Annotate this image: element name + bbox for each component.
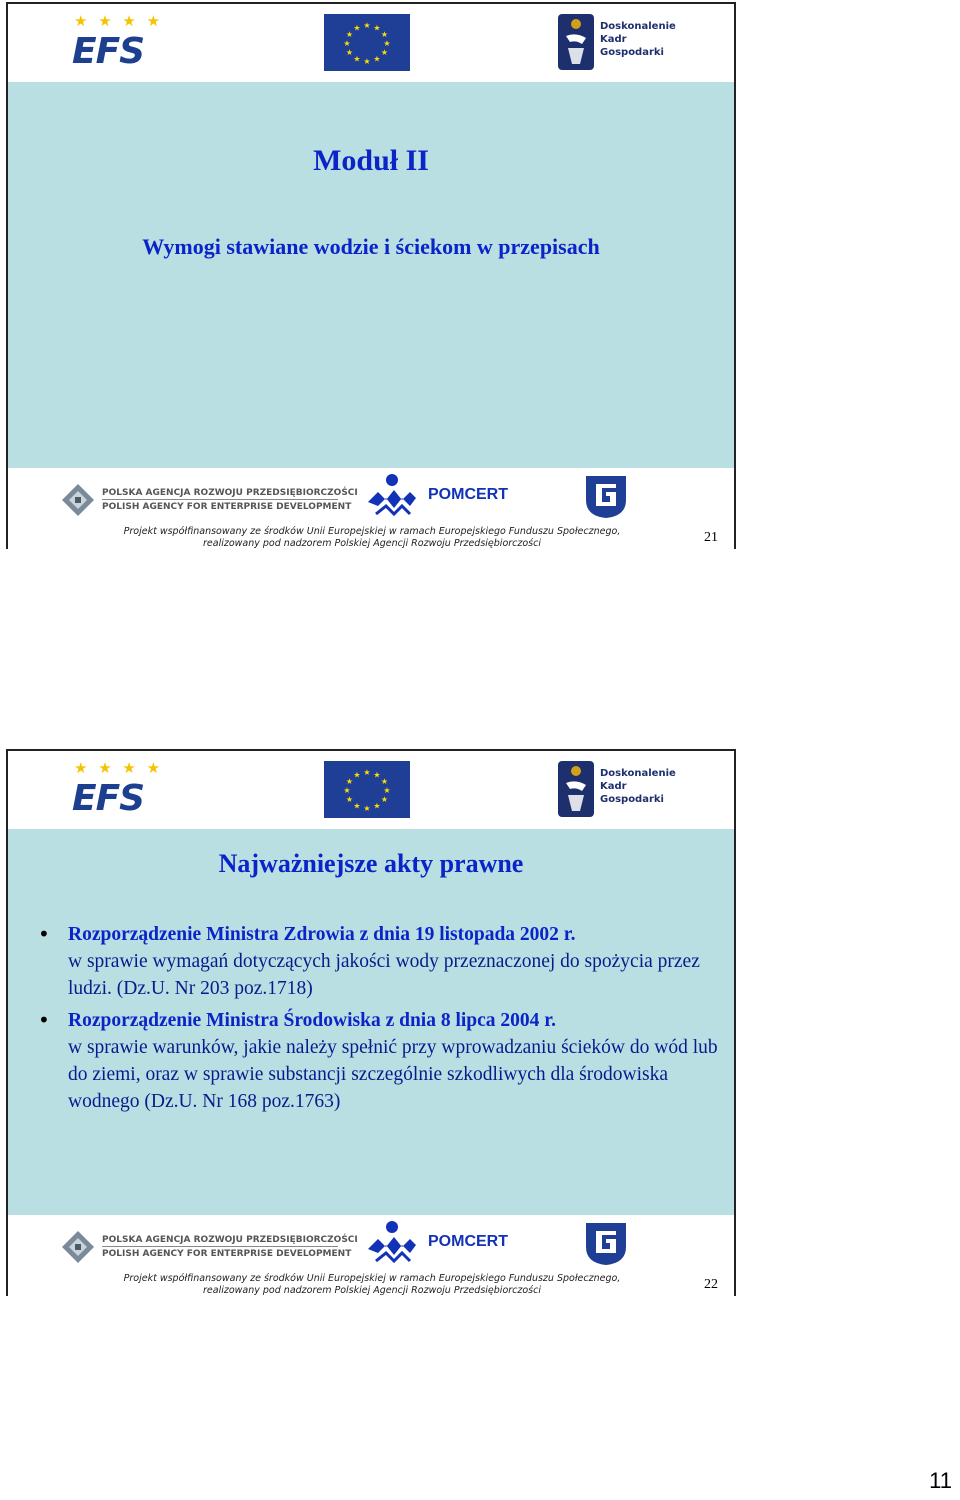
university-logo-icon: [582, 1219, 630, 1267]
slide-title: Moduł II: [313, 144, 429, 177]
svg-text:★: ★: [363, 804, 371, 813]
svg-text:★: ★: [345, 795, 354, 804]
regulation-title: Rozporządzenie Ministra Środowiska z dnia 8 lipca 2004 r.: [68, 1010, 557, 1031]
paip-name-pl: POLSKA AGENCJA ROZWOJU PRZEDSIĘBIORCZOŚCI: [102, 1235, 358, 1245]
dkg-line-2: Kadr: [600, 34, 627, 45]
svg-text:★: ★: [380, 30, 389, 39]
svg-text:★: ★: [363, 21, 371, 30]
funding-line-1: Projekt współfinansowany ze środków Unii Europejskiej w ramach Europejskiego Funduszu Społecznego,: [123, 526, 621, 537]
slide-header: [8, 4, 734, 82]
svg-text:★: ★: [353, 770, 361, 780]
funding-line-1: Projekt współfinansowany ze środków Unii Europejskiej w ramach Europejskiego Funduszu Społecznego,: [123, 1273, 621, 1284]
efs-stars-icon: ★ ★ ★ ★: [74, 759, 164, 777]
svg-text:★: ★: [363, 57, 371, 66]
svg-text:★: ★: [345, 48, 354, 57]
svg-text:★: ★: [345, 30, 354, 39]
svg-text:★: ★: [353, 23, 361, 33]
slide-body: [8, 829, 734, 1215]
paip-divider: [102, 499, 338, 500]
list-item-text: [68, 921, 718, 1002]
efs-logo: [68, 12, 168, 76]
eu-flag-icon: [324, 14, 410, 71]
funding-line-2: realizowany pod nadzorem Polskiej Agencji Rozwoju Przedsiębiorczości: [203, 538, 541, 549]
svg-text:★: ★: [380, 48, 389, 57]
pomcert-icon: [366, 472, 418, 520]
efs-logo: [68, 759, 168, 823]
paip-logo: [60, 482, 358, 522]
svg-text:★: ★: [380, 777, 389, 786]
dkg-line-1: Doskonalenie: [600, 21, 676, 32]
svg-text:★: ★: [363, 768, 371, 777]
slide-21: [6, 2, 736, 549]
svg-text:★: ★: [353, 54, 361, 64]
regulation-description: w sprawie wymagań dotyczących jakości wody przeznaczonej do spożycia przez ludzi. (Dz.U. Nr 203 poz.1718): [68, 951, 700, 999]
pomcert-text: POMCERT: [428, 1233, 508, 1250]
slide-body: [8, 82, 734, 468]
efs-logo-text: EFS: [72, 778, 145, 819]
dkg-line-3: Gospodarki: [600, 794, 664, 805]
funding-note: [72, 526, 672, 550]
svg-text:★: ★: [373, 23, 381, 33]
svg-text:★: ★: [373, 801, 381, 811]
slide-title: Najważniejsze akty prawne: [218, 849, 524, 878]
paip-icon: [60, 1229, 96, 1265]
bullet-icon: •: [38, 1008, 50, 1032]
svg-text:★: ★: [383, 786, 391, 795]
paip-name-pl: POLSKA AGENCJA ROZWOJU PRZEDSIĘBIORCZOŚCI: [102, 488, 358, 498]
bullet-icon: •: [38, 922, 50, 946]
slide-22: [6, 749, 736, 1296]
svg-text:★: ★: [373, 54, 381, 64]
pomcert-logo: [366, 472, 526, 522]
pomcert-text: POMCERT: [428, 486, 508, 503]
dkg-mark-icon: [558, 761, 594, 817]
efs-logo-text: EFS: [72, 31, 145, 72]
slide-subtitle: Wymogi stawiane wodzie i ściekom w przepisach: [142, 234, 600, 259]
list-item-text: [68, 1007, 718, 1115]
slide-page-number: 22: [704, 1277, 718, 1292]
slide-header: [8, 751, 734, 829]
university-logo-icon: [582, 472, 630, 520]
paip-name-en: POLISH AGENCY FOR ENTERPRISE DEVELOPMENT: [102, 502, 352, 512]
funding-note: [72, 1273, 672, 1297]
dkg-line-3: Gospodarki: [600, 47, 664, 58]
pomcert-icon: [366, 1219, 418, 1267]
dkg-logo-text: [600, 767, 676, 806]
dkg-logo: [558, 12, 688, 74]
svg-text:★: ★: [343, 39, 351, 48]
svg-text:★: ★: [383, 39, 391, 48]
paip-logo: [60, 1229, 358, 1269]
dkg-logo: [558, 759, 688, 821]
slide-page-number: 21: [704, 530, 718, 545]
svg-text:★: ★: [380, 795, 389, 804]
svg-text:★: ★: [343, 786, 351, 795]
dkg-line-2: Kadr: [600, 781, 627, 792]
svg-text:★: ★: [373, 770, 381, 780]
paip-divider: [102, 1246, 338, 1247]
dkg-line-1: Doskonalenie: [600, 768, 676, 779]
efs-stars-icon: ★ ★ ★ ★: [74, 12, 164, 30]
eu-flag-icon: [324, 761, 410, 818]
regulation-description: w sprawie warunków, jakie należy spełnić przy wprowadzaniu ścieków do wód lub do ziemi, oraz w sprawie substancji szczególnie szkodliwych dla środowiska wodnego (Dz.U. Nr 168 poz.1763): [68, 1037, 718, 1112]
paip-icon: [60, 482, 96, 518]
funding-line-2: realizowany pod nadzorem Polskiej Agencji Rozwoju Przedsiębiorczości: [203, 1285, 541, 1296]
svg-text:★: ★: [353, 801, 361, 811]
document-page-number: 11: [929, 1468, 952, 1493]
paip-name-en: POLISH AGENCY FOR ENTERPRISE DEVELOPMENT: [102, 1249, 352, 1259]
svg-text:★: ★: [345, 777, 354, 786]
regulation-title: Rozporządzenie Ministra Zdrowia z dnia 19 listopada 2002 r.: [68, 924, 576, 945]
slide-footer: [8, 1215, 734, 1296]
pomcert-logo: [366, 1219, 526, 1269]
dkg-logo-text: [600, 20, 676, 59]
dkg-mark-icon: [558, 14, 594, 70]
slide-footer: [8, 468, 734, 549]
